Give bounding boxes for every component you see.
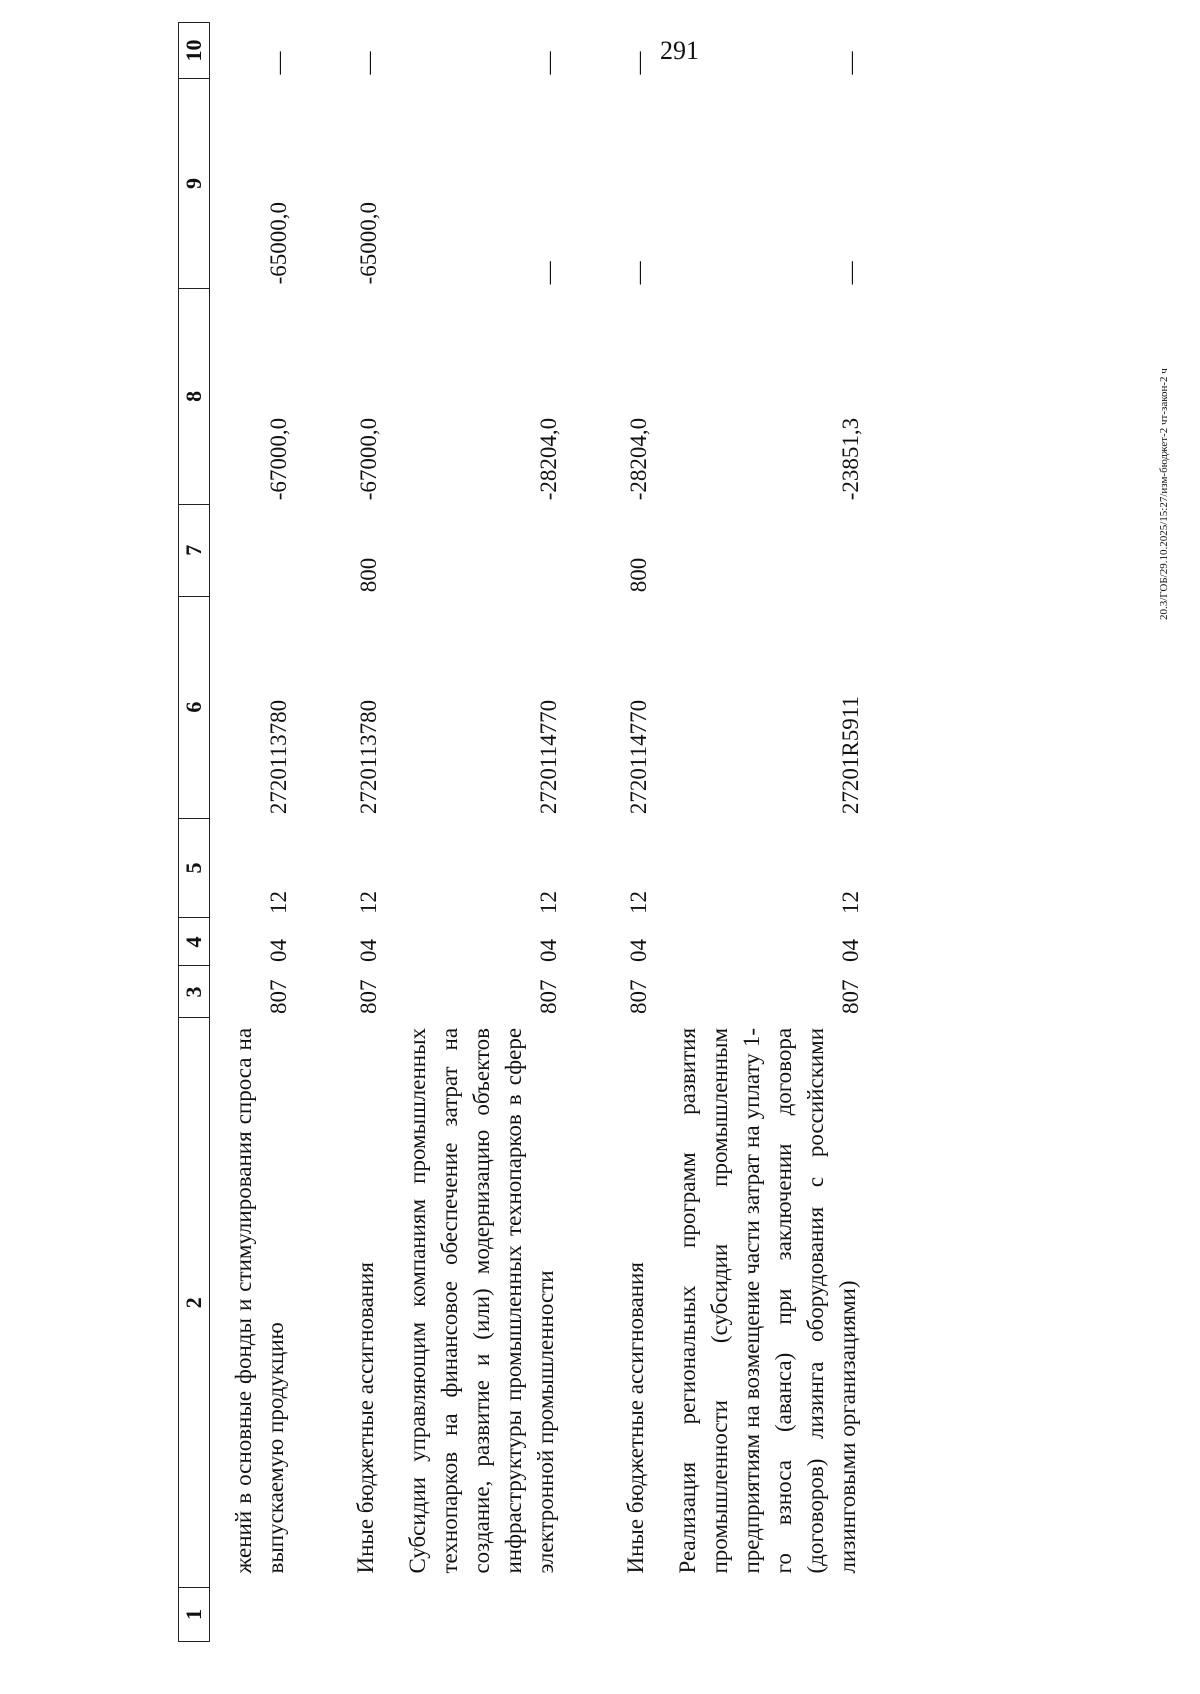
cell-target-article: 2720113780 — [266, 699, 291, 815]
cell-target-article: 2720114770 — [626, 699, 651, 815]
cell-subsection: 12 — [838, 891, 863, 914]
table-row — [294, 23, 384, 1642]
page-number: 291 — [660, 36, 699, 65]
table-row — [654, 23, 866, 1642]
cell-amount-col10: — — [356, 51, 381, 75]
cell-amount-col10: — — [626, 51, 651, 75]
column-header: 6 — [179, 596, 210, 818]
cell-expense-type — [384, 504, 564, 596]
cell-target-article: 2720113780 — [356, 699, 381, 815]
row-description: Реализация региональных программ развития промышленности (субсидии промышленным предприятиям на возмещение части затрат на уплату 1-го взноса (аванса) при заключении договора (договоров) лизинга оборудования с российскими лизинговыми организациями) — [675, 1027, 860, 1574]
column-header: 7 — [179, 504, 210, 596]
cell-target-article: 27201R5911 — [838, 696, 863, 815]
cell-amount-col8: -23851,3 — [838, 417, 863, 501]
cell-admin-code: 807 — [266, 979, 291, 1014]
row-description: Субсидии управляющим компаниям промышленных технопарков на финансовое обеспечение затрат на создание, развитие и (или) модернизацию объектов инфраструктуры промышленных технопарков в сфере электронной промышленности — [405, 1027, 558, 1574]
cell-amount-col8: -67000,0 — [266, 417, 291, 501]
cell-amount-col8: -28204,0 — [536, 417, 561, 501]
row-description: жений в основные фонды и стимулирования спроса на выпускаемую продукцию — [231, 1027, 288, 1574]
cell-amount-col9: — — [626, 261, 651, 285]
cell-amount-col10: — — [536, 51, 561, 75]
cell-amount-col8: -67000,0 — [356, 417, 381, 501]
cell-amount-col9: -65000,0 — [356, 201, 381, 285]
column-header: 4 — [179, 918, 210, 966]
cell-admin-code: 807 — [838, 979, 863, 1014]
cell-expense-type — [210, 504, 295, 596]
cell-section: 04 — [536, 938, 561, 962]
cell-admin-code: 807 — [356, 979, 381, 1014]
cell-amount-col10: — — [266, 51, 291, 75]
cell-amount-col9: — — [536, 261, 561, 285]
table-header-row — [179, 23, 210, 1642]
column-header: 8 — [179, 288, 210, 504]
cell-expense-type: 800 — [356, 557, 381, 593]
cell-target-article: 2720114770 — [536, 699, 561, 815]
column-header: 3 — [179, 966, 210, 1018]
rotated-table-sheet — [178, 22, 1038, 1642]
column-header: 9 — [179, 79, 210, 289]
cell-section: 04 — [356, 938, 381, 962]
table-row — [384, 23, 564, 1642]
table-row — [210, 23, 295, 1642]
cell-amount-col9: — — [838, 261, 863, 285]
cell-section: 04 — [266, 938, 291, 962]
cell-amount-col9: -65000,0 — [266, 201, 291, 285]
cell-admin-code: 807 — [626, 979, 651, 1014]
cell-admin-code: 807 — [536, 979, 561, 1014]
row-description: Иные бюджетные ассигнования — [623, 1262, 648, 1574]
row-description: Иные бюджетные ассигнования — [353, 1262, 378, 1574]
cell-expense-type — [654, 504, 866, 596]
cell-section: 04 — [626, 938, 651, 962]
table-row — [564, 23, 654, 1642]
column-header: 10 — [179, 23, 210, 79]
cell-section: 04 — [838, 938, 863, 962]
cell-subsection: 12 — [536, 891, 561, 914]
cell-amount-col8: -28204,0 — [626, 417, 651, 501]
cell-amount-col10: — — [838, 51, 863, 75]
column-header: 5 — [179, 818, 210, 918]
cell-subsection: 12 — [356, 891, 381, 914]
column-header: 2 — [179, 1018, 210, 1588]
budget-table — [178, 22, 866, 1642]
cell-subsection: 12 — [266, 891, 291, 914]
cell-expense-type: 800 — [626, 557, 651, 593]
cell-subsection: 12 — [626, 891, 651, 914]
document-footer-code: 20.3/ГОБ/29.10.2025/15:27/изм-бюджет-2 чт-закон-2 ч — [1158, 368, 1170, 620]
column-header: 1 — [179, 1588, 210, 1642]
